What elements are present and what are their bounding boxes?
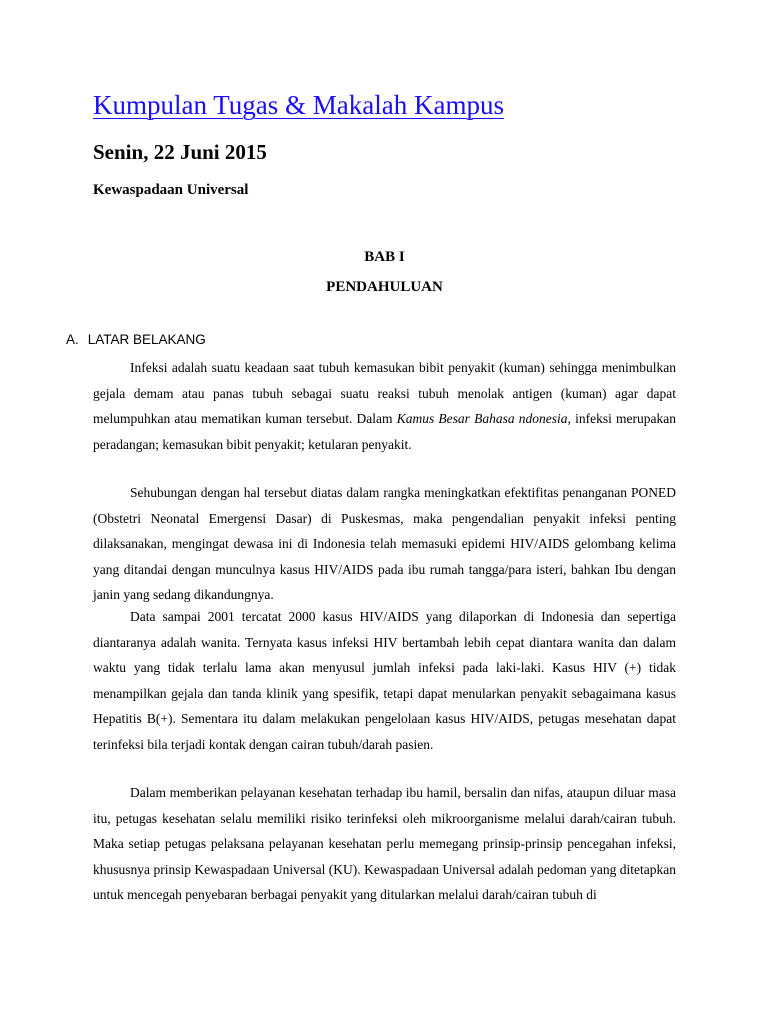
- paragraph-poned-context: Sehubungan dengan hal tersebut diatas dalam rangka meningkatkan efektifitas penanganan PONED (Obstetri Neonatal Emergensi Dasar) di Puskesmas, maka pengendalian penyakit infeksi penting dilaksanakan, mengingat dewasa ini di Indonesia telah memasuki epidemi HIV/AIDS gelombang kelima yang ditandai dengan munculnya kasus HIV/AIDS pada ibu rumah tangga/para isteri, bahkan Ibu dengan janin yang sedang dikandungnya.: [93, 485, 676, 602]
- dictionary-reference: Kamus Besar Bahasa ndonesia,: [396, 411, 571, 426]
- paragraph-universal-precautions: Dalam memberikan pelayanan kesehatan terhadap ibu hamil, bersalin dan nifas, ataupun diluar masa itu, petugas kesehatan selalu memiliki risiko terinfeksi oleh mikroorganisme melalui darah/cairan tubuh. Maka setiap petugas pelaksana pelayanan kesehatan perlu memegang prinsip-prinsip pencegahan infeksi, khususnya prinsip Kewaspadaan Universal (KU). Kewaspadaan Universal adalah pedoman yang ditetapkan untuk mencegah penyebaran berbagai penyakit yang ditularkan melalui darah/cairan tubuh di: [93, 785, 676, 902]
- chapter-title: PENDAHULUAN: [326, 279, 443, 295]
- paragraph-hiv-data: Data sampai 2001 tercatat 2000 kasus HIV/AIDS yang dilaporkan di Indonesia dan sepertiga diantaranya adalah wanita. Ternyata kasus infeksi HIV bertambah lebih cepat diantara wanita dan dalam waktu yang tidak terlalu lama akan menyusul jumlah infeksi pada laki-laki. Kasus HIV (+) tidak menampilkan gejala dan tanda klinik yang spesifik, tetapi dapat menularkan penyakit sebagaimana kasus Hepatitis B(+). Sementara itu dalam melakukan pengelolaan kasus HIV/AIDS, petugas mesehatan dapat terinfeksi bila terjadi kontak dengan cairan tubuh/darah pasien.: [93, 609, 676, 752]
- section-heading-text: LATAR BELAKANG: [87, 332, 206, 347]
- paragraph-infection-definition: [93, 355, 676, 457]
- blog-title-link[interactable]: Kumpulan Tugas & Makalah Kampus: [93, 90, 504, 120]
- section-marker: A.: [66, 332, 79, 347]
- post-date: Senin, 22 Juni 2015: [93, 140, 267, 164]
- chapter-number: BAB I: [364, 249, 405, 265]
- paragraph-text: Infeksi adalah suatu keadaan saat tubuh kemasukan bibit penyakit (kuman) sehingga menimbulkan gejala demam atau panas tubuh sebagai suatu reaksi tubuh menolak antigen (kuman) agar dapat melumpuhkan atau mematikan kuman tersebut. Dalam: [93, 360, 676, 426]
- paragraph-text: infeksi merupakan peradangan; kemasukan bibit penyakit; ketularan penyakit.: [93, 411, 676, 452]
- section-heading: [66, 331, 206, 349]
- post-title: Kewaspadaan Universal: [93, 182, 249, 198]
